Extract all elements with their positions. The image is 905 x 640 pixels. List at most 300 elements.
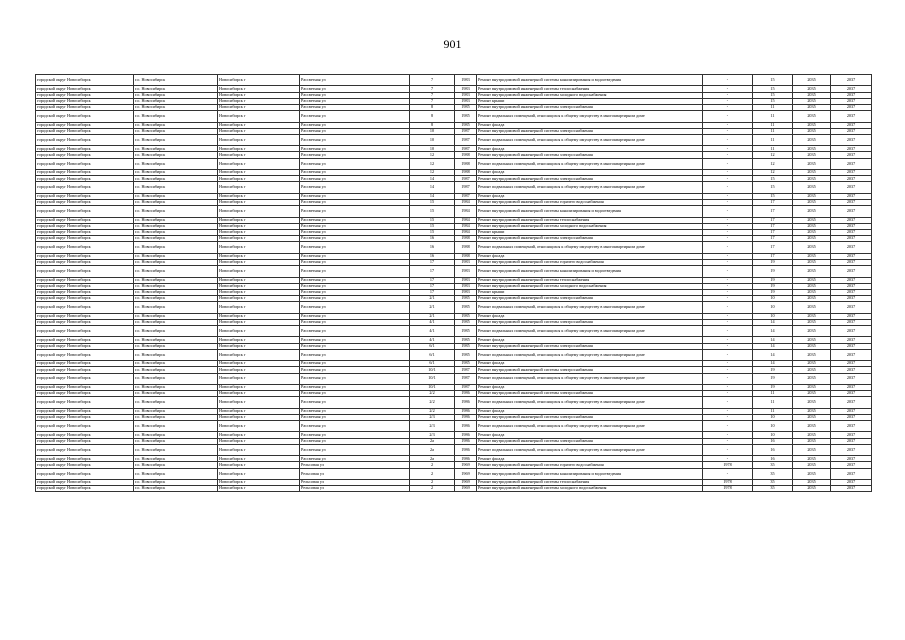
end-year-cell: 2037 (831, 193, 872, 199)
municipality-cell: городской округ Новосибирск (36, 384, 134, 390)
end-year-cell: 2037 (831, 384, 872, 390)
locality-cell: Новосибирск г (218, 182, 300, 193)
locality-cell: Новосибирск г (218, 319, 300, 325)
house-cell: 2/3 (410, 414, 455, 420)
locality-cell: Новосибирск г (218, 200, 300, 206)
last-repair-year-cell: - (703, 152, 753, 158)
last-repair-year-cell: - (703, 259, 753, 265)
municipality-cell: городской округ Новосибирск (36, 86, 134, 92)
street-cell: Рассветная ул (300, 414, 410, 420)
count-cell: 19 (753, 367, 793, 373)
year-built-cell: 1988 (455, 242, 477, 253)
municipality-cell: городской округ Новосибирск (36, 176, 134, 182)
house-cell: 7 (410, 75, 455, 86)
work-type-cell: Ремонт внутридомовой инженерной системы электроснабжения (477, 296, 703, 302)
end-year-cell: 2037 (831, 421, 872, 432)
last-repair-year-cell: - (703, 206, 753, 217)
year-built-cell: 1986 (455, 408, 477, 414)
street-cell: Рассветная ул (300, 86, 410, 92)
work-type-cell: Ремонт внутридомовой инженерной системы электроснабжения (477, 152, 703, 158)
house-cell: 6/1 (410, 343, 455, 349)
last-repair-year-cell: - (703, 86, 753, 92)
count-cell: 19 (753, 289, 793, 295)
year-built-cell: 1986 (455, 438, 477, 444)
district-cell: г.о. Новосибирск (134, 104, 218, 110)
end-year-cell: 2037 (831, 98, 872, 104)
locality-cell: Новосибирск г (218, 277, 300, 283)
district-cell: г.о. Новосибирск (134, 343, 218, 349)
district-cell: г.о. Новосибирск (134, 134, 218, 145)
last-repair-year-cell: - (703, 408, 753, 414)
start-year-cell: 2035 (793, 152, 831, 158)
year-built-cell: 1983 (455, 277, 477, 283)
house-cell: 17 (410, 266, 455, 277)
district-cell: г.о. Новосибирск (134, 349, 218, 360)
municipality-cell: городской округ Новосибирск (36, 253, 134, 259)
house-cell: 8 (410, 122, 455, 128)
locality-cell: Новосибирск г (218, 92, 300, 98)
start-year-cell: 2035 (793, 349, 831, 360)
last-repair-year-cell: - (703, 373, 753, 384)
district-cell: г.о. Новосибирск (134, 480, 218, 486)
count-cell: 11 (753, 134, 793, 145)
district-cell: г.о. Новосибирск (134, 122, 218, 128)
municipality-cell: городской округ Новосибирск (36, 75, 134, 86)
start-year-cell: 2035 (793, 414, 831, 420)
work-type-cell: Ремонт фасада (477, 432, 703, 438)
table-row (36, 486, 872, 492)
house-cell: 15 (410, 229, 455, 235)
start-year-cell: 2035 (793, 86, 831, 92)
count-cell: 14 (753, 361, 793, 367)
table-row (36, 326, 872, 337)
last-repair-year-cell: - (703, 200, 753, 206)
last-repair-year-cell: - (703, 182, 753, 193)
end-year-cell: 2037 (831, 182, 872, 193)
municipality-cell: городской округ Новосибирск (36, 146, 134, 152)
last-repair-year-cell: - (703, 134, 753, 145)
district-cell: г.о. Новосибирск (134, 146, 218, 152)
work-type-cell: Ремонт подвальных помещений, относящихся к общему имуществу в многоквартирном доме (477, 134, 703, 145)
street-cell: Рассветная ул (300, 229, 410, 235)
municipality-cell: городской округ Новосибирск (36, 152, 134, 158)
last-repair-year-cell: - (703, 414, 753, 420)
start-year-cell: 2035 (793, 302, 831, 313)
year-built-cell: 1983 (455, 283, 477, 289)
work-type-cell: Ремонт внутридомовой инженерной системы электроснабжения (477, 438, 703, 444)
start-year-cell: 2035 (793, 319, 831, 325)
work-type-cell: Ремонт внутридомовой инженерной системы электроснабжения (477, 367, 703, 373)
locality-cell: Новосибирск г (218, 266, 300, 277)
year-built-cell: 1987 (455, 373, 477, 384)
end-year-cell: 2037 (831, 259, 872, 265)
house-cell: 4/1 (410, 319, 455, 325)
locality-cell: Новосибирск г (218, 296, 300, 302)
municipality-cell: городской округ Новосибирск (36, 438, 134, 444)
start-year-cell: 2035 (793, 200, 831, 206)
district-cell: г.о. Новосибирск (134, 158, 218, 169)
district-cell: г.о. Новосибирск (134, 176, 218, 182)
last-repair-year-cell: - (703, 367, 753, 373)
work-type-cell: Ремонт фасада (477, 456, 703, 462)
last-repair-year-cell: - (703, 337, 753, 343)
locality-cell: Новосибирск г (218, 432, 300, 438)
locality-cell: Новосибирск г (218, 259, 300, 265)
start-year-cell: 2035 (793, 408, 831, 414)
count-cell: 14 (753, 343, 793, 349)
end-year-cell: 2037 (831, 206, 872, 217)
year-built-cell: 1969 (455, 480, 477, 486)
start-year-cell: 2035 (793, 75, 831, 86)
start-year-cell: 2035 (793, 289, 831, 295)
street-cell: Рассветная ул (300, 421, 410, 432)
work-type-cell: Ремонт внутридомовой инженерной системы электроснабжения (477, 236, 703, 242)
municipality-cell: городской округ Новосибирск (36, 349, 134, 360)
start-year-cell: 2035 (793, 283, 831, 289)
start-year-cell: 2035 (793, 326, 831, 337)
count-cell: 19 (753, 373, 793, 384)
count-cell: 14 (753, 337, 793, 343)
house-cell: 12 (410, 170, 455, 176)
locality-cell: Новосибирск г (218, 236, 300, 242)
street-cell: Рассветная ул (300, 98, 410, 104)
end-year-cell: 2037 (831, 414, 872, 420)
last-repair-year-cell: - (703, 283, 753, 289)
start-year-cell: 2035 (793, 486, 831, 492)
year-built-cell: 1983 (455, 92, 477, 98)
house-cell: 17 (410, 259, 455, 265)
locality-cell: Новосибирск г (218, 253, 300, 259)
end-year-cell: 2037 (831, 75, 872, 86)
street-cell: Рассветная ул (300, 296, 410, 302)
locality-cell: Новосибирск г (218, 193, 300, 199)
street-cell: Рассветная ул (300, 266, 410, 277)
house-cell: 2 (410, 462, 455, 468)
district-cell: г.о. Новосибирск (134, 456, 218, 462)
end-year-cell: 2037 (831, 134, 872, 145)
end-year-cell: 2037 (831, 367, 872, 373)
count-cell: 15 (753, 193, 793, 199)
locality-cell: Новосибирск г (218, 289, 300, 295)
year-built-cell: 1985 (455, 111, 477, 122)
municipality-cell: городской округ Новосибирск (36, 326, 134, 337)
district-cell: г.о. Новосибирск (134, 128, 218, 134)
house-cell: 2 (410, 468, 455, 479)
district-cell: г.о. Новосибирск (134, 229, 218, 235)
district-cell: г.о. Новосибирск (134, 468, 218, 479)
locality-cell: Новосибирск г (218, 146, 300, 152)
street-cell: Рассветная ул (300, 444, 410, 455)
start-year-cell: 2035 (793, 277, 831, 283)
last-repair-year-cell: - (703, 384, 753, 390)
count-cell: 15 (753, 92, 793, 98)
work-type-cell: Ремонт крыши (477, 98, 703, 104)
table-row (36, 75, 872, 86)
last-repair-year-cell: - (703, 343, 753, 349)
municipality-cell: городской округ Новосибирск (36, 302, 134, 313)
work-type-cell: Ремонт внутридомовой инженерной системы теплоснабжения (477, 480, 703, 486)
year-built-cell: 1986 (455, 391, 477, 397)
last-repair-year-cell: - (703, 456, 753, 462)
work-type-cell: Ремонт крыши (477, 289, 703, 295)
locality-cell: Новосибирск г (218, 480, 300, 486)
municipality-cell: городской округ Новосибирск (36, 289, 134, 295)
municipality-cell: городской округ Новосибирск (36, 343, 134, 349)
municipality-cell: городской округ Новосибирск (36, 206, 134, 217)
street-cell: Рассветная ул (300, 75, 410, 86)
count-cell: 17 (753, 223, 793, 229)
house-cell: 2 (410, 486, 455, 492)
count-cell: 19 (753, 283, 793, 289)
count-cell: 14 (753, 326, 793, 337)
district-cell: г.о. Новосибирск (134, 326, 218, 337)
house-cell: 2/1 (410, 296, 455, 302)
street-cell: Рассветная ул (300, 182, 410, 193)
house-cell: 2 (410, 480, 455, 486)
start-year-cell: 2035 (793, 259, 831, 265)
work-type-cell: Ремонт внутридомовой инженерной системы электроснабжения (477, 343, 703, 349)
work-type-cell: Ремонт внутридомовой инженерной системы теплоснабжения (477, 217, 703, 223)
municipality-cell: городской округ Новосибирск (36, 122, 134, 128)
end-year-cell: 2037 (831, 158, 872, 169)
street-cell: Рассветная ул (300, 283, 410, 289)
count-cell: 17 (753, 206, 793, 217)
start-year-cell: 2035 (793, 373, 831, 384)
start-year-cell: 2035 (793, 384, 831, 390)
year-built-cell: 1988 (455, 170, 477, 176)
district-cell: г.о. Новосибирск (134, 391, 218, 397)
district-cell: г.о. Новосибирск (134, 337, 218, 343)
year-built-cell: 1985 (455, 326, 477, 337)
work-type-cell: Ремонт внутридомовой инженерной системы электроснабжения (477, 414, 703, 420)
table-body (36, 75, 872, 492)
house-cell: 10 (410, 134, 455, 145)
work-type-cell: Ремонт внутридомовой инженерной системы электроснабжения (477, 104, 703, 110)
end-year-cell: 2037 (831, 111, 872, 122)
last-repair-year-cell: - (703, 302, 753, 313)
last-repair-year-cell: - (703, 75, 753, 86)
count-cell: 10 (753, 302, 793, 313)
last-repair-year-cell: - (703, 421, 753, 432)
locality-cell: Новосибирск г (218, 170, 300, 176)
district-cell: г.о. Новосибирск (134, 414, 218, 420)
house-cell: 2/3 (410, 432, 455, 438)
district-cell: г.о. Новосибирск (134, 111, 218, 122)
locality-cell: Новосибирск г (218, 283, 300, 289)
street-cell: Рассветная ул (300, 277, 410, 283)
last-repair-year-cell: - (703, 397, 753, 408)
end-year-cell: 2037 (831, 397, 872, 408)
end-year-cell: 2037 (831, 200, 872, 206)
table-row (36, 421, 872, 432)
district-cell: г.о. Новосибирск (134, 444, 218, 455)
end-year-cell: 2037 (831, 349, 872, 360)
work-type-cell: Ремонт фасада (477, 361, 703, 367)
municipality-cell: городской округ Новосибирск (36, 266, 134, 277)
count-cell: 11 (753, 111, 793, 122)
count-cell: 12 (753, 152, 793, 158)
work-type-cell: Ремонт фасада (477, 170, 703, 176)
work-type-cell: Ремонт внутридомовой инженерной системы холодного водоснабжения (477, 283, 703, 289)
locality-cell: Новосибирск г (218, 217, 300, 223)
municipality-cell: городской округ Новосибирск (36, 421, 134, 432)
last-repair-year-cell: - (703, 438, 753, 444)
year-built-cell: 1984 (455, 229, 477, 235)
locality-cell: Новосибирск г (218, 122, 300, 128)
last-repair-year-cell: - (703, 266, 753, 277)
street-cell: Рассветная ул (300, 206, 410, 217)
municipality-cell: городской округ Новосибирск (36, 223, 134, 229)
count-cell: 10 (753, 414, 793, 420)
last-repair-year-cell: - (703, 92, 753, 98)
district-cell: г.о. Новосибирск (134, 86, 218, 92)
start-year-cell: 2035 (793, 397, 831, 408)
district-cell: г.о. Новосибирск (134, 152, 218, 158)
year-built-cell: 1983 (455, 259, 477, 265)
street-cell: Рассветная ул (300, 200, 410, 206)
count-cell: 12 (753, 158, 793, 169)
last-repair-year-cell: 1978 (703, 480, 753, 486)
municipality-cell: городской округ Новосибирск (36, 486, 134, 492)
year-built-cell: 1969 (455, 462, 477, 468)
municipality-cell: городской округ Новосибирск (36, 229, 134, 235)
municipality-cell: городской округ Новосибирск (36, 313, 134, 319)
work-type-cell: Ремонт фасада (477, 122, 703, 128)
house-cell: 2а (410, 444, 455, 455)
year-built-cell: 1984 (455, 206, 477, 217)
district-cell: г.о. Новосибирск (134, 200, 218, 206)
last-repair-year-cell: - (703, 361, 753, 367)
year-built-cell: 1987 (455, 134, 477, 145)
house-cell: 17 (410, 289, 455, 295)
work-type-cell: Ремонт подвальных помещений, относящихся к общему имуществу в многоквартирном доме (477, 111, 703, 122)
locality-cell: Новосибирск г (218, 128, 300, 134)
street-cell: Рассветная ул (300, 217, 410, 223)
count-cell: 11 (753, 122, 793, 128)
work-type-cell: Ремонт фасада (477, 146, 703, 152)
work-type-cell: Ремонт подвальных помещений, относящихся к общему имуществу в многоквартирном доме (477, 182, 703, 193)
start-year-cell: 2035 (793, 421, 831, 432)
year-built-cell: 1988 (455, 158, 477, 169)
year-built-cell: 1987 (455, 176, 477, 182)
year-built-cell: 1986 (455, 421, 477, 432)
year-built-cell: 1969 (455, 486, 477, 492)
start-year-cell: 2035 (793, 146, 831, 152)
municipality-cell: городской округ Новосибирск (36, 361, 134, 367)
year-built-cell: 1985 (455, 302, 477, 313)
end-year-cell: 2037 (831, 170, 872, 176)
work-type-cell: Ремонт внутридомовой инженерной системы горячего водоснабжения (477, 462, 703, 468)
year-built-cell: 1983 (455, 98, 477, 104)
table-row (36, 206, 872, 217)
count-cell: 35 (753, 462, 793, 468)
municipality-cell: городской округ Новосибирск (36, 217, 134, 223)
table-row (36, 158, 872, 169)
district-cell: г.о. Новосибирск (134, 462, 218, 468)
end-year-cell: 2037 (831, 92, 872, 98)
table-row (36, 444, 872, 455)
locality-cell: Новосибирск г (218, 397, 300, 408)
start-year-cell: 2035 (793, 122, 831, 128)
district-cell: г.о. Новосибирск (134, 170, 218, 176)
house-cell: 2/1 (410, 313, 455, 319)
year-built-cell: 1983 (455, 86, 477, 92)
street-cell: Рассветная ул (300, 193, 410, 199)
end-year-cell: 2037 (831, 283, 872, 289)
municipality-cell: городской округ Новосибирск (36, 128, 134, 134)
house-cell: 7 (410, 86, 455, 92)
year-built-cell: 1984 (455, 217, 477, 223)
street-cell: Рассветная ул (300, 319, 410, 325)
count-cell: 17 (753, 200, 793, 206)
work-type-cell: Ремонт внутридомовой инженерной системы электроснабжения (477, 391, 703, 397)
count-cell: 19 (753, 384, 793, 390)
house-cell: 16 (410, 253, 455, 259)
table-row (36, 111, 872, 122)
table-row (36, 302, 872, 313)
start-year-cell: 2035 (793, 229, 831, 235)
house-cell: 10 (410, 146, 455, 152)
count-cell: 35 (753, 468, 793, 479)
locality-cell: Новосибирск г (218, 111, 300, 122)
street-cell: Рассветная ул (300, 373, 410, 384)
table-row (36, 397, 872, 408)
locality-cell: Новосибирск г (218, 326, 300, 337)
start-year-cell: 2035 (793, 134, 831, 145)
locality-cell: Новосибирск г (218, 134, 300, 145)
count-cell: 11 (753, 408, 793, 414)
last-repair-year-cell: - (703, 296, 753, 302)
house-cell: 2а (410, 438, 455, 444)
street-cell: Рассветная ул (300, 337, 410, 343)
end-year-cell: 2037 (831, 253, 872, 259)
work-type-cell: Ремонт внутридомовой инженерной системы холодного водоснабжения (477, 486, 703, 492)
last-repair-year-cell: - (703, 217, 753, 223)
last-repair-year-cell: - (703, 146, 753, 152)
year-built-cell: 1987 (455, 193, 477, 199)
house-cell: 15 (410, 206, 455, 217)
year-built-cell: 1988 (455, 253, 477, 259)
locality-cell: Новосибирск г (218, 408, 300, 414)
year-built-cell: 1985 (455, 296, 477, 302)
house-cell: 14 (410, 193, 455, 199)
house-cell: 6/1 (410, 349, 455, 360)
count-cell: 19 (753, 259, 793, 265)
last-repair-year-cell: - (703, 229, 753, 235)
table-row (36, 468, 872, 479)
count-cell: 17 (753, 236, 793, 242)
district-cell: г.о. Новосибирск (134, 384, 218, 390)
work-type-cell: Ремонт фасада (477, 337, 703, 343)
work-type-cell: Ремонт внутридомовой инженерной системы электроснабжения (477, 176, 703, 182)
locality-cell: Новосибирск г (218, 158, 300, 169)
house-cell: 2а (410, 456, 455, 462)
district-cell: г.о. Новосибирск (134, 486, 218, 492)
end-year-cell: 2037 (831, 122, 872, 128)
last-repair-year-cell: - (703, 170, 753, 176)
work-type-cell: Ремонт внутридомовой инженерной системы горячего водоснабжения (477, 200, 703, 206)
end-year-cell: 2037 (831, 176, 872, 182)
work-type-cell: Ремонт внутридомовой инженерной системы теплоснабжения (477, 277, 703, 283)
count-cell: 17 (753, 217, 793, 223)
municipality-cell: городской округ Новосибирск (36, 259, 134, 265)
last-repair-year-cell: - (703, 98, 753, 104)
street-cell: Рассветная ул (300, 259, 410, 265)
municipality-cell: городской округ Новосибирск (36, 104, 134, 110)
end-year-cell: 2037 (831, 223, 872, 229)
locality-cell: Новосибирск г (218, 367, 300, 373)
year-built-cell: 1969 (455, 468, 477, 479)
